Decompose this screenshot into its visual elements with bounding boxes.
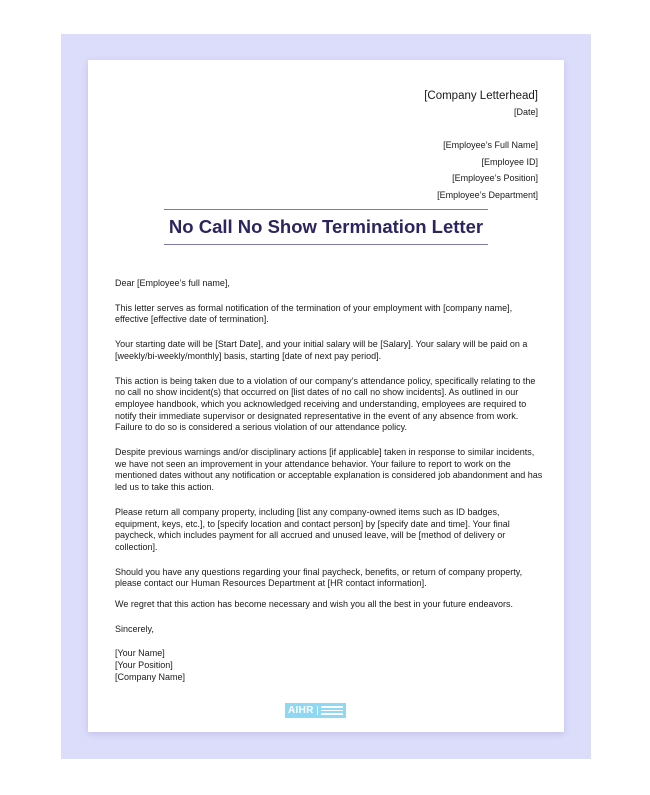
recipient-position: [Employee’s Position] (452, 173, 538, 183)
aihr-logo-text: AIHR (288, 705, 314, 716)
aihr-logo (285, 703, 346, 718)
paragraph-warnings: Despite previous warnings and/or disciplinary actions [if applicable] taken in response to similar incidents, we have not seen an improvement in your attendance behavior. Your failure to report to work on the mentioned dates without any notification or acceptable explanation is considered job abandonment and has led us to take this action. (115, 447, 543, 493)
recipient-name: [Employee’s Full Name] (443, 140, 538, 150)
paragraph-notification: This letter serves as formal notification of the termination of your employment with [company name], effective [effective date of termination]. (115, 302, 513, 325)
paragraph-return-property: Please return all company property, including [list any company-owned items such as ID badges, equipment, keys, etc.], to [specify location and contact person] by [specify date and time]. Your final paycheck, which includes payment for all accrued and unused leave, will be [method of delivery or collection]. (115, 506, 510, 552)
salutation: Dear [Employee’s full name], (115, 278, 230, 288)
letter-header (424, 89, 538, 203)
paragraph-salary: Your starting date will be [Start Date], and your initial salary will be [Salary]. Your salary will be paid on a [weekly/bi-weekly/monthly] basis, starting [date of next pay period]. (115, 339, 528, 361)
signature-company: [Company Name] (115, 671, 186, 682)
date-line: [Date] (513, 107, 538, 117)
recipient-department: [Employee’s Department] (437, 189, 538, 200)
signature-position: [Your Position] (115, 660, 173, 671)
paragraph-policy-violation: This action is being taken due to a violation of our company’s attendance policy, specifically relating to the no call no show incident(s) that occurred on [list dates of no call no show incidents]. As outlined in our employee handbook, which you acknowledged receiving and understanding, employees are required to notify their immediate supervisor or designated representative in the event of any absence from work. Failure to do so is considered a serious violation of our attendance policy. (115, 375, 536, 433)
recipient-id: [Employee ID] (481, 156, 538, 167)
paragraph-questions: Should you have any questions regarding your final paycheck, benefits, or return of company property, please contact our Human Resources Department at [HR contact information]. (115, 566, 523, 589)
company-letterhead: [Company Letterhead] (424, 90, 538, 102)
letter-body (115, 278, 545, 684)
letter-title: No Call No Show Termination Letter (168, 216, 484, 237)
letter-document (88, 60, 564, 732)
closing: Sincerely, (115, 623, 154, 634)
title-rule-bottom (164, 244, 488, 245)
signature-name: [Your Name] (115, 648, 165, 659)
recipient-block (424, 137, 538, 203)
paragraph-regret: We regret that this action has become necessary and wish you all the best in your future endeavors. (115, 599, 514, 610)
title-rule-top (164, 209, 488, 210)
logo-tagline-mark (321, 705, 343, 716)
